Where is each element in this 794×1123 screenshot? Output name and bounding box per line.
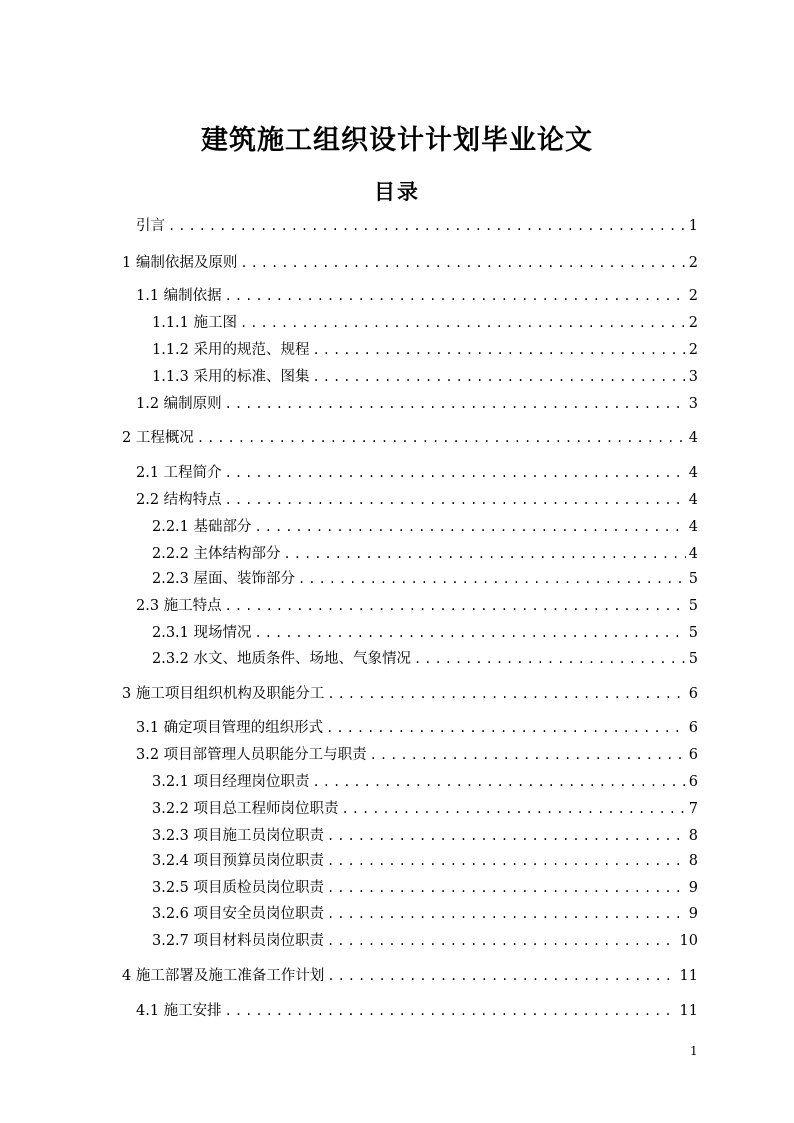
toc-entry-page: 5 xyxy=(688,651,698,667)
toc-entry[interactable] xyxy=(136,285,698,307)
toc-entry[interactable] xyxy=(152,312,698,334)
toc-entry[interactable] xyxy=(122,683,698,705)
toc-leader-dots xyxy=(414,648,686,670)
toc-entry-label: 2.3 施工特点 xyxy=(136,598,222,614)
toc-leader-dots xyxy=(326,717,686,739)
toc-entry-page: 11 xyxy=(679,1003,698,1019)
toc-entry[interactable] xyxy=(152,850,698,872)
toc-entry-label: 1.1.2 采用的规范、规程 xyxy=(152,342,310,358)
toc-entry-page: 6 xyxy=(688,774,698,790)
toc-entry[interactable] xyxy=(152,877,698,899)
toc-entry-page: 9 xyxy=(688,906,698,922)
toc-entry-label: 2 工程概况 xyxy=(122,430,194,446)
toc-entry-page: 4 xyxy=(688,430,698,446)
toc-entry-page: 8 xyxy=(688,853,698,869)
toc-leader-dots xyxy=(255,622,686,644)
toc-leader-dots xyxy=(240,312,686,334)
toc-entry-page: 4 xyxy=(688,546,698,562)
toc-entry-label: 3.2.3 项目施工员岗位职责 xyxy=(152,828,325,844)
toc-entry-page: 3 xyxy=(688,369,698,385)
toc-entry-label: 2.2.3 屋面、装饰部分 xyxy=(152,571,296,587)
toc-entry-label: 2.2.2 主体结构部分 xyxy=(152,546,281,562)
toc-entry[interactable] xyxy=(136,1000,698,1022)
toc-entry-page: 4 xyxy=(688,492,698,508)
toc-leader-dots xyxy=(327,825,686,847)
toc-entry-page: 2 xyxy=(688,255,698,271)
toc-entry-page: 4 xyxy=(688,465,698,481)
toc-leader-dots xyxy=(225,462,686,484)
toc-entry[interactable] xyxy=(152,339,698,361)
toc-entry-page: 6 xyxy=(688,747,698,763)
toc-entry-label: 3 施工项目组织机构及职能分工 xyxy=(122,686,325,702)
toc-entry[interactable] xyxy=(152,903,698,925)
toc-leader-dots xyxy=(240,252,685,274)
toc-entry-page: 5 xyxy=(688,598,698,614)
toc-leader-dots xyxy=(313,366,686,388)
toc-entry-page: 7 xyxy=(688,801,698,817)
toc-leader-dots xyxy=(225,285,686,307)
toc-entry[interactable] xyxy=(152,543,698,565)
toc-entry[interactable] xyxy=(122,427,698,449)
toc-entry-label: 2.3.1 现场情况 xyxy=(152,625,252,641)
toc-leader-dots xyxy=(313,771,686,793)
toc-entry-label: 1.2 编制原则 xyxy=(136,396,222,412)
page-number: 1 xyxy=(690,1044,698,1058)
toc-entry-label: 1 编制依据及原则 xyxy=(122,255,238,271)
toc-entry[interactable] xyxy=(122,965,698,987)
toc-entry-page: 6 xyxy=(688,720,698,736)
toc-leader-dots xyxy=(327,877,686,899)
toc-entry-label: 3.2.1 项目经理岗位职责 xyxy=(152,774,310,790)
toc-entry-page: 8 xyxy=(688,828,698,844)
toc-entry-label: 引言 xyxy=(136,218,165,234)
toc-entry-label: 3.2 项目部管理人员职能分工与职责 xyxy=(136,747,367,763)
toc-entry-label: 3.2.5 项目质检员岗位职责 xyxy=(152,880,325,896)
toc-entry-page: 10 xyxy=(679,933,698,949)
toc-leader-dots xyxy=(313,339,686,361)
toc-entry[interactable] xyxy=(122,252,698,274)
toc-heading: 目录 xyxy=(374,179,420,204)
toc-entry-label: 3.2.4 项目预算员岗位职责 xyxy=(152,853,325,869)
toc-entry[interactable] xyxy=(152,771,698,793)
toc-leader-dots xyxy=(225,393,686,415)
toc-entry-label: 1.1 编制依据 xyxy=(136,288,222,304)
toc-entry[interactable] xyxy=(152,622,698,644)
toc-entry[interactable] xyxy=(152,798,698,820)
toc-entry[interactable] xyxy=(152,648,698,670)
toc-leader-dots xyxy=(370,744,686,766)
toc-entry-page: 6 xyxy=(688,686,698,702)
toc-entry[interactable] xyxy=(136,717,698,739)
toc-leader-dots xyxy=(327,903,686,925)
toc-entry-page: 4 xyxy=(688,519,698,535)
toc-leader-dots xyxy=(298,568,686,590)
toc-entry-page: 1 xyxy=(688,218,698,234)
toc-leader-dots xyxy=(284,543,686,565)
toc-entry[interactable] xyxy=(136,595,698,617)
toc-entry[interactable] xyxy=(152,930,698,952)
toc-entry[interactable] xyxy=(136,393,698,415)
toc-entry[interactable] xyxy=(136,489,698,511)
toc-entry-page: 2 xyxy=(688,288,698,304)
toc-leader-dots xyxy=(255,516,686,538)
toc-entry[interactable] xyxy=(152,825,698,847)
toc-entry-label: 4 施工部署及施工准备工作计划 xyxy=(122,968,325,984)
toc-entry-page: 2 xyxy=(688,342,698,358)
toc-entry-label: 3.2.6 项目安全员岗位职责 xyxy=(152,906,325,922)
toc-entry-label: 3.2.2 项目总工程师岗位职责 xyxy=(152,801,339,817)
toc-entry-label: 3.1 确定项目管理的组织形式 xyxy=(136,720,324,736)
toc-entry[interactable] xyxy=(136,215,698,237)
document-title: 建筑施工组织设计计划毕业论文 xyxy=(201,125,593,156)
toc-entry-label: 3.2.7 项目材料员岗位职责 xyxy=(152,933,325,949)
toc-entry-page: 3 xyxy=(688,396,698,412)
toc-leader-dots xyxy=(327,683,685,705)
toc-entry-page: 5 xyxy=(688,571,698,587)
toc-entry-label: 4.1 施工安排 xyxy=(136,1003,222,1019)
toc-leader-dots xyxy=(168,215,686,237)
toc-leader-dots xyxy=(225,595,686,617)
toc-leader-dots xyxy=(225,1000,677,1022)
toc-entry-label: 1.1.1 施工图 xyxy=(152,315,238,331)
toc-entry[interactable] xyxy=(136,462,698,484)
toc-entry-page: 11 xyxy=(679,968,698,984)
toc-entry-label: 2.2.1 基础部分 xyxy=(152,519,252,535)
toc-entry[interactable] xyxy=(152,366,698,388)
toc-entry-label: 2.3.2 水文、地质条件、场地、气象情况 xyxy=(152,651,412,667)
toc-leader-dots xyxy=(327,850,686,872)
toc-entry-label: 2.1 工程简介 xyxy=(136,465,222,481)
toc-leader-dots xyxy=(327,930,677,952)
toc-entry-label: 1.1.3 采用的标准、图集 xyxy=(152,369,310,385)
toc-leader-dots xyxy=(225,489,686,511)
toc-leader-dots xyxy=(342,798,686,820)
toc-entry-label: 2.2 结构特点 xyxy=(136,492,222,508)
toc-entry-page: 2 xyxy=(688,315,698,331)
toc-leader-dots xyxy=(327,965,676,987)
toc-entry[interactable] xyxy=(136,744,698,766)
toc-entry[interactable] xyxy=(152,568,698,590)
toc-entry-page: 5 xyxy=(688,625,698,641)
toc-entry[interactable] xyxy=(152,516,698,538)
toc-entry-page: 9 xyxy=(688,880,698,896)
toc-leader-dots xyxy=(197,427,686,449)
